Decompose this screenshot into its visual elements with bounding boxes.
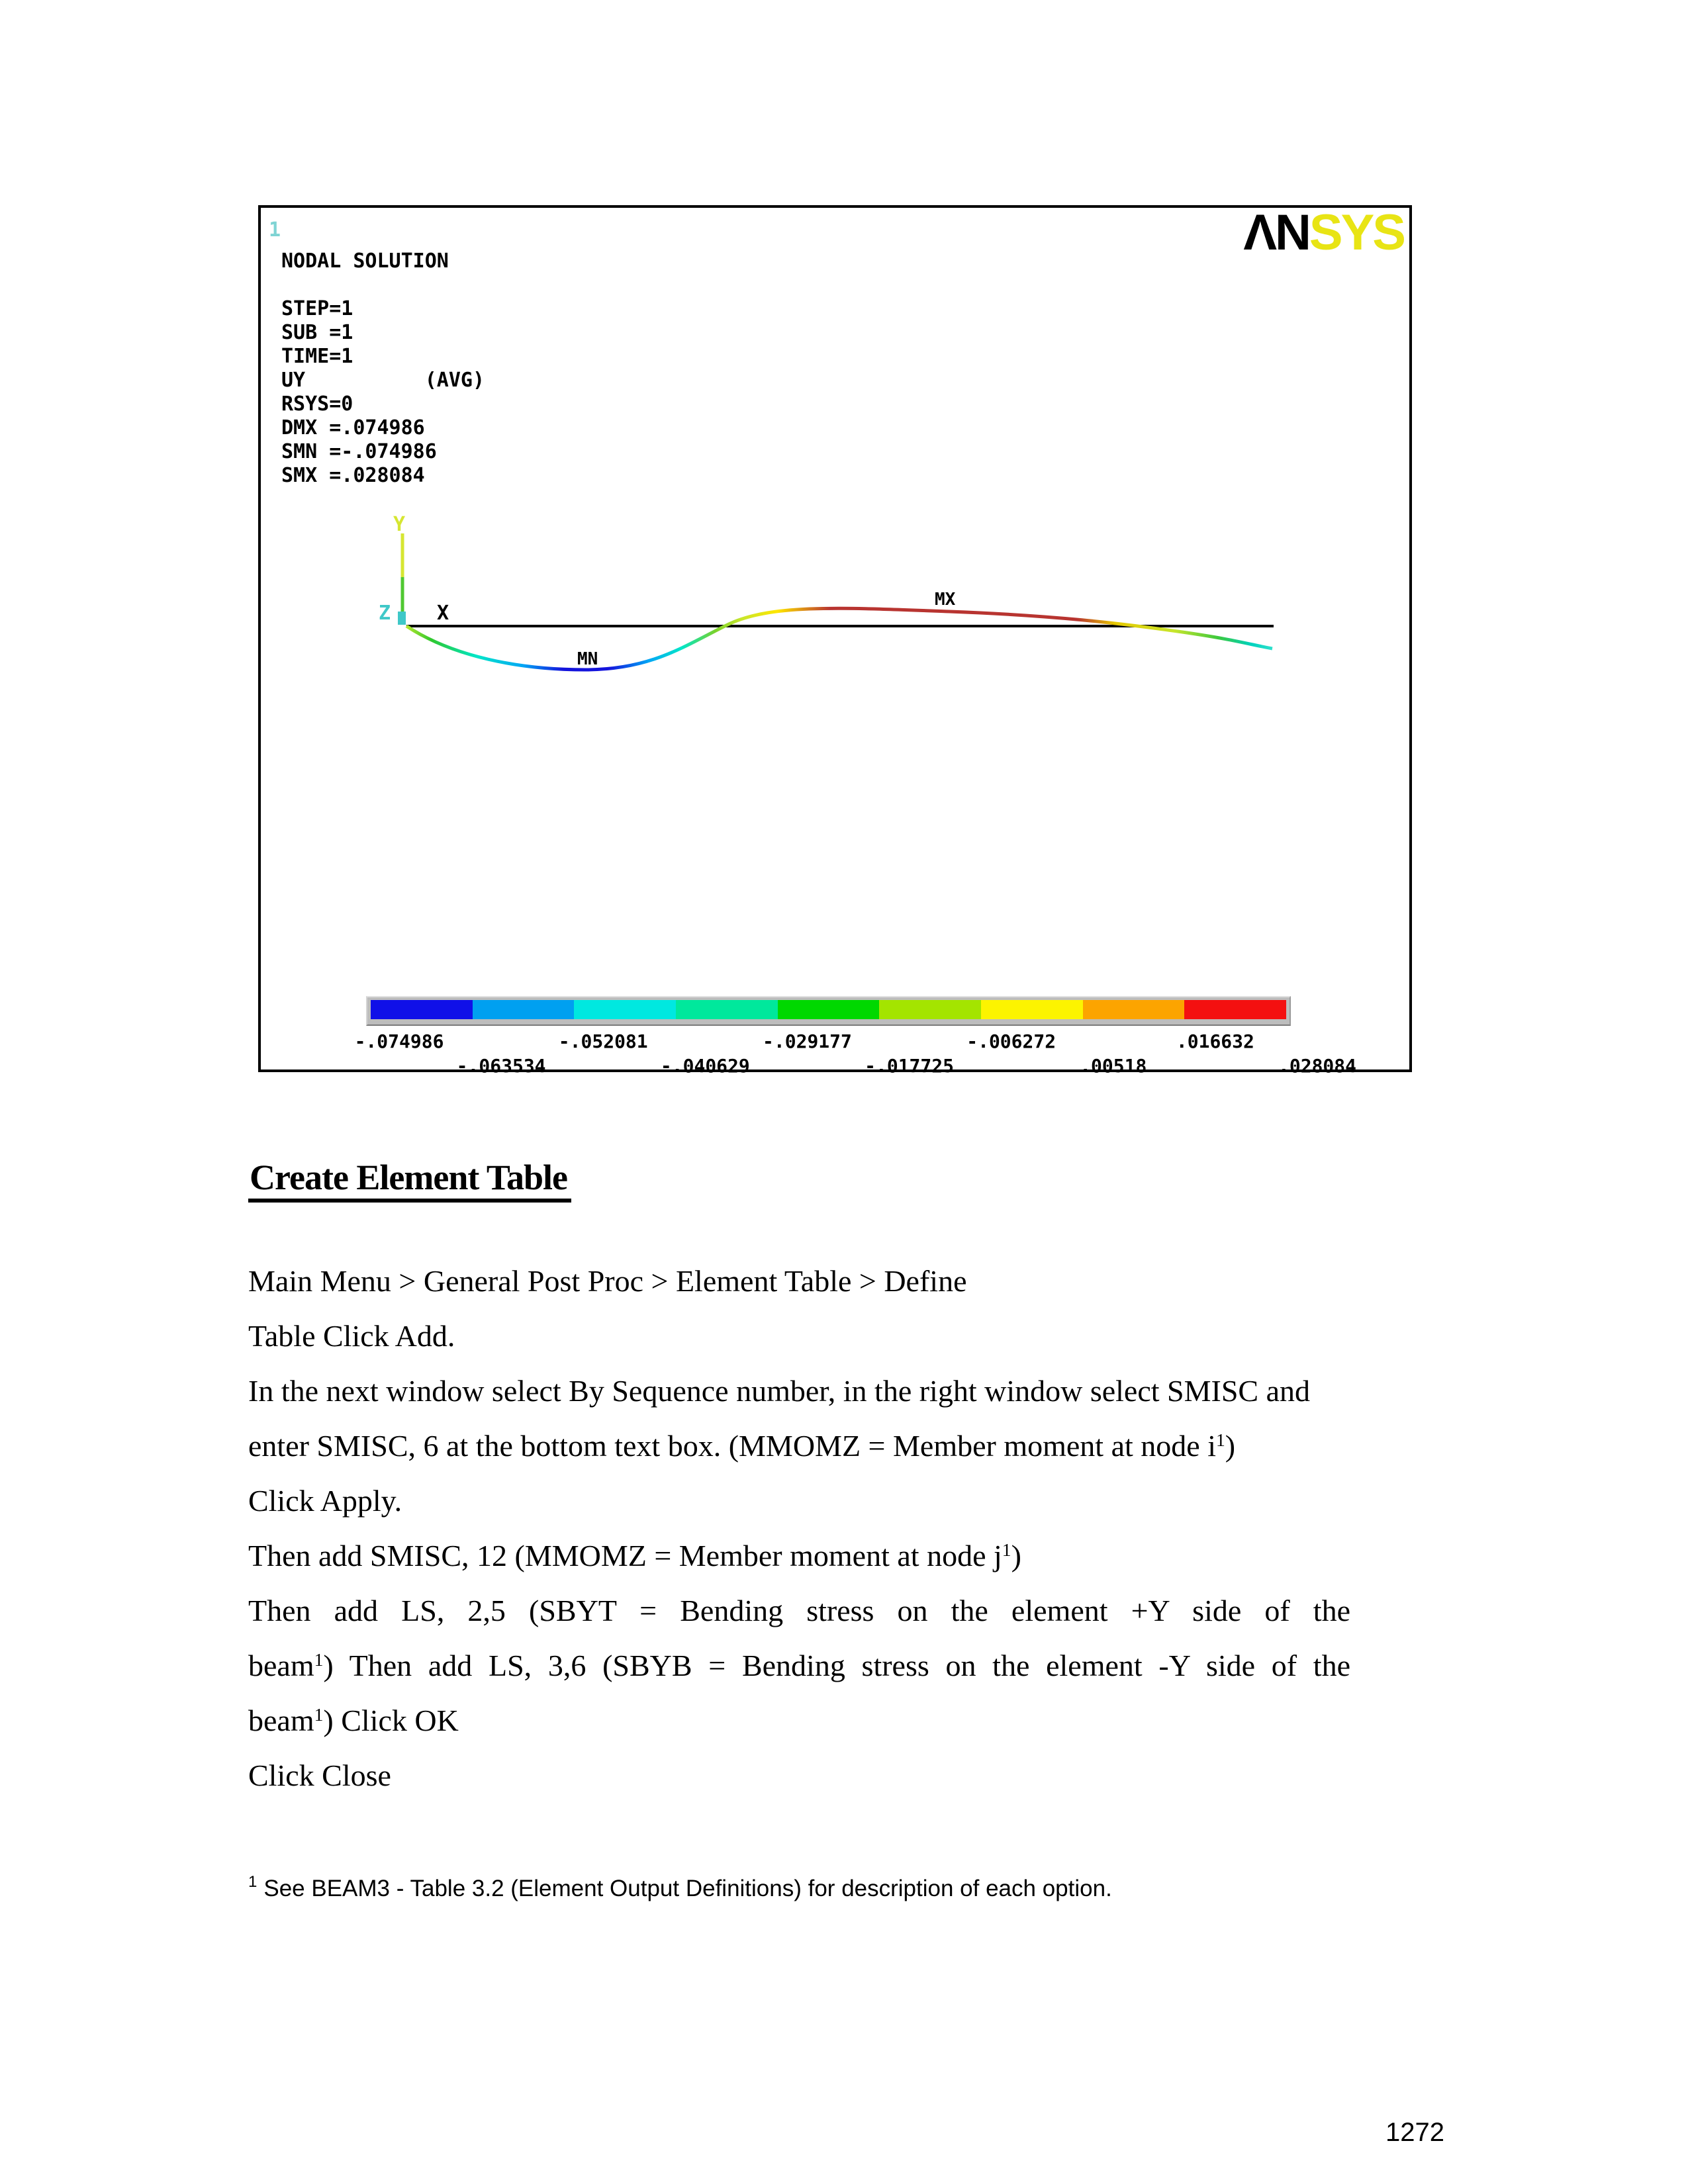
instruction-line — [248, 1372, 1350, 1410]
instruction-line — [248, 1756, 1350, 1795]
instruction-text-segment: beam — [248, 1649, 314, 1682]
colorbar-label: .00518 — [1080, 1055, 1147, 1077]
instruction-text-segment: ) — [1011, 1539, 1021, 1572]
instruction-text-segment: Click Apply. — [248, 1484, 402, 1518]
solution-header-line: UY (AVG) — [281, 369, 485, 392]
solution-header-line: NODAL SOLUTION — [281, 250, 449, 273]
instruction-text-segment: Table Click Add. — [248, 1319, 455, 1353]
colorbar-label: -.029177 — [763, 1030, 852, 1052]
instruction-text-segment: ) Click OK — [323, 1704, 459, 1737]
colorbar-label: -.052081 — [558, 1030, 648, 1052]
z-axis-label: Z — [379, 602, 391, 625]
solution-header-line: SUB =1 — [281, 321, 353, 344]
instruction-line — [248, 1482, 1350, 1520]
instruction-text-segment: In the next window select By Sequence number, in the right window select SMISC and — [248, 1374, 1311, 1408]
contour-colorbar — [366, 996, 1291, 1026]
colorbar-segment — [371, 1000, 473, 1019]
z-axis-mark — [398, 612, 406, 625]
section-heading: Create Element Table — [248, 1158, 571, 1203]
solution-header-line: STEP=1 — [281, 297, 353, 320]
footnote-reference: 1 — [1215, 1429, 1225, 1450]
solution-header-line: RSYS=0 — [281, 392, 353, 416]
colorbar-segment — [1083, 1000, 1185, 1019]
instruction-line — [248, 1592, 1350, 1630]
colorbar-segment — [879, 1000, 981, 1019]
min-point-label: MN — [577, 649, 598, 669]
footnote-reference: 1 — [1002, 1539, 1011, 1560]
instruction-text-segment: ) — [1225, 1429, 1236, 1463]
y-axis-label: Y — [393, 513, 406, 536]
colorbar-segment — [574, 1000, 676, 1019]
instruction-text-segment: beam — [248, 1704, 314, 1737]
footnote-marker: 1 — [248, 1872, 258, 1891]
footnote-text: See BEAM3 - Table 3.2 (Element Output Definitions) for description of each option. — [263, 1876, 1112, 1901]
colorbar-label: -.040629 — [660, 1055, 750, 1077]
instruction-line — [248, 1537, 1350, 1575]
colorbar-label: .028084 — [1278, 1055, 1357, 1077]
instruction-text-segment: Then add LS, 2,5 (SBYT = Bending stress on the element +Y side of the — [248, 1594, 1350, 1627]
x-axis-label: X — [437, 602, 449, 625]
instruction-line — [248, 1647, 1350, 1685]
colorbar-label: -.017725 — [865, 1055, 954, 1077]
max-point-label: MX — [935, 590, 956, 610]
colorbar-label: -.006272 — [966, 1030, 1056, 1052]
colorbar-segment — [473, 1000, 575, 1019]
solution-header-line: TIME=1 — [281, 345, 353, 368]
ansys-logo-yellow: SYS — [1309, 205, 1404, 261]
footnote-reference: 1 — [314, 1704, 324, 1725]
instruction-line — [248, 1702, 1350, 1740]
instruction-text-segment: Main Menu > General Post Proc > Element Table > Define — [248, 1264, 967, 1298]
colorbar-label: -.063534 — [456, 1055, 546, 1077]
colorbar-segments — [371, 1000, 1286, 1019]
colorbar-segment — [981, 1000, 1083, 1019]
colorbar-segment — [676, 1000, 778, 1019]
instruction-text-segment: Click Close — [248, 1758, 391, 1792]
instruction-text-segment: ) Then add LS, 3,6 (SBYB = Bending stress on the element -Y side of the — [323, 1649, 1350, 1682]
instruction-text-segment: enter SMISC, 6 at the bottom text box. (MMOMZ = Member moment at node i — [248, 1429, 1216, 1463]
instruction-line — [248, 1427, 1350, 1465]
page-number: 1272 — [1385, 2118, 1444, 2147]
colorbar-segment — [778, 1000, 880, 1019]
deflection-curve — [406, 608, 1272, 670]
colorbar-segment — [1184, 1000, 1286, 1019]
solution-header-line: SMX =.028084 — [281, 464, 425, 487]
footnote-reference: 1 — [314, 1649, 324, 1670]
colorbar-label: -.074986 — [354, 1030, 444, 1052]
footnote — [248, 1872, 1374, 1902]
instruction-line — [248, 1317, 1350, 1355]
instruction-text-segment: Then add SMISC, 12 (MMOMZ = Member moment at node j — [248, 1539, 1002, 1572]
colorbar-label: .016632 — [1176, 1030, 1254, 1052]
deflection-plot — [261, 208, 1409, 1069]
instruction-line — [248, 1262, 1350, 1300]
plot-window-number: 1 — [269, 218, 281, 242]
ansys-plot-figure — [258, 205, 1412, 1077]
solution-header-line: SMN =-.074986 — [281, 440, 437, 463]
solution-header-line: DMX =.074986 — [281, 416, 425, 439]
ansys-logo-black: ΛN — [1243, 205, 1309, 261]
